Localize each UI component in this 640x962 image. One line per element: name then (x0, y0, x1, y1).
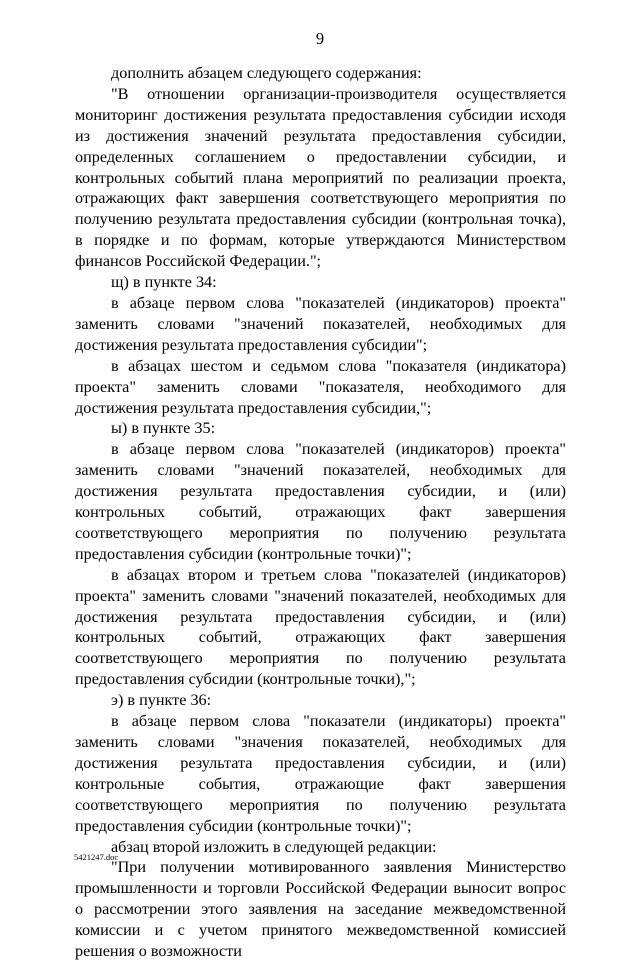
document-file-code: 5421247.doc (74, 852, 119, 862)
paragraph: ы) в пункте 35: (111, 419, 216, 438)
paragraph: дополнить абзацем следующего содержания: (111, 64, 422, 82)
paragraph: в абзацах втором и третьем слова "показателей (индикаторов) проекта" заменить словами "значений показателей, необходимых для достижения результата предоставления субсидии, и (или) контрольных событий, отражающих факт завершения соответствующего мероприятия по получению результата предоставления субсидии (контрольные точки),"; (75, 565, 566, 689)
paragraph: в абзаце первом слова "показателей (индикаторов) проекта" заменить словами "значений показателей, необходимых для достижения результата предоставления субсидии, и (или) контрольных событий, отражающих факт завершения соответствующего мероприятия по получению результата предоставления субсидии (контрольные точки)"; (75, 440, 566, 563)
paragraph: в абзаце первом слова "показателей (индикаторов) проекта" заменить словами "значений показателей, необходимых для достижения результата предоставления субсидии"; (75, 293, 566, 354)
paragraph: "В отношении организации-производителя осуществляется мониторинг достижения результата предоставления субсидии исходя из достижения значений результата предоставления субсидии, определенных соглашением о предоставлении субсидии, и контрольных событий плана мероприятий по реализации проекта, отражающих факт завершения соответствующего мероприятия по получению результата предоставления субсидии (контрольная точка), в порядке и по формам, которые утверждаются Министерством финансов Российской Федерации."; (75, 84, 566, 271)
paragraph: в абзацах шестом и седьмом слова "показателя (индикатора) проекта" заменить словами "показателя, необходимого для достижения результата предоставления субсидии,"; (75, 356, 566, 417)
document-body (75, 63, 566, 962)
paragraph: э) в пункте 36: (111, 691, 212, 710)
page-number: 9 (315, 29, 325, 48)
paragraph: "При получении мотивированного заявления Министерство промышленности и торговли Российской Федерации выносит вопрос о рассмотрении этого заявления на заседание межведомственной комиссии и с учетом принятого межведомственной комиссией решения о возможности (75, 858, 566, 961)
paragraph: в абзаце первом слова "показатели (индикаторы) проекта" заменить словами "значения показателей, необходимых для достижения результата предоставления субсидии, и (или) контрольные события, отражающие факт завершения соответствующего мероприятия по получению результата предоставления субсидии (контрольные точки)"; (75, 712, 566, 835)
paragraph: абзац второй изложить в следующей редакции: (111, 837, 437, 856)
paragraph: щ) в пункте 34: (111, 273, 217, 292)
